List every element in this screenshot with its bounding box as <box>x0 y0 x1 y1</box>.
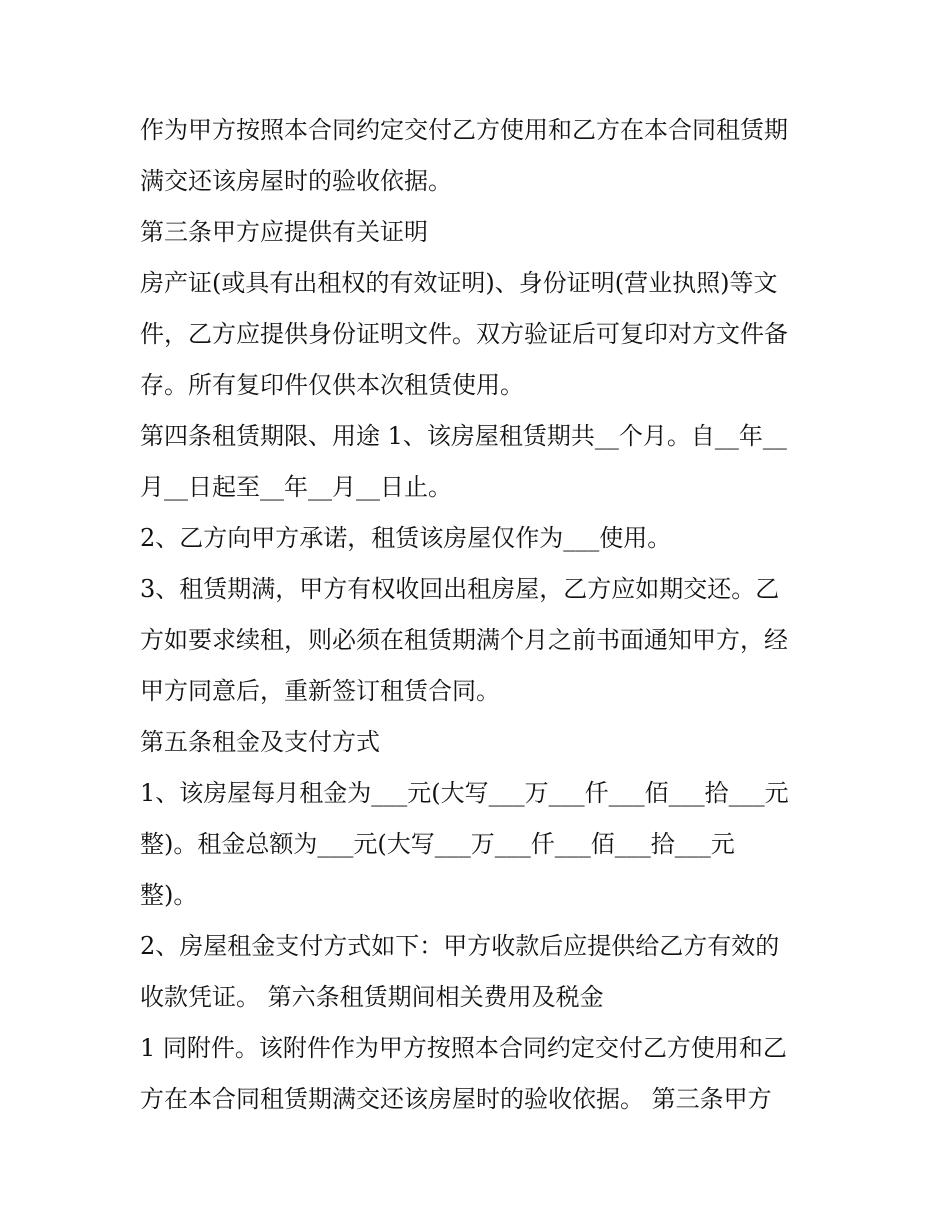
text-line: 作为甲方按照本合同约定交付乙方使用和乙方在本合同租赁期 <box>140 116 788 144</box>
text-line: 收款凭证。 第六条租赁期间相关费用及税金 <box>140 983 604 1011</box>
text-line: 1、该房屋每月租金为___元(大写___万___仟___佰___拾___元 <box>140 779 789 807</box>
text-line: 第四条租赁期限、用途 1、该房屋租赁期共__个月。自__年__ <box>140 422 787 450</box>
text-line: 1 同附件。该附件作为甲方按照本合同约定交付乙方使用和乙 <box>140 1034 787 1062</box>
text-line: 甲方同意后，重新签订租赁合同。 <box>140 677 500 705</box>
text-line: 整)。 <box>140 881 198 909</box>
text-line: 房产证(或具有出租权的有效证明)、身份证明(营业执照)等文 <box>140 269 778 297</box>
text-line: 满交还该房屋时的验收依据。 <box>140 167 452 195</box>
text-line: 件，乙方应提供身份证明文件。双方验证后可复印对方文件备 <box>140 320 788 348</box>
text-line: 存。所有复印件仅供本次租赁使用。 <box>140 371 524 399</box>
text-line: 整)。租金总额为___元(大写___万___仟___佰___拾___元 <box>140 830 735 858</box>
text-line: 方如要求续租，则必须在租赁期满个月之前书面通知甲方，经 <box>140 626 788 654</box>
document-body <box>140 105 812 1125</box>
text-line: 3、租赁期满，甲方有权收回出租房屋，乙方应如期交还。乙 <box>140 575 780 603</box>
text-line: 月__日起至__年__月__日止。 <box>140 473 452 501</box>
text-line: 方在本合同租赁期满交还该房屋时的验收依据。 第三条甲方 <box>140 1085 772 1113</box>
section-heading: 第五条租金及支付方式 <box>140 728 380 756</box>
text-line: 2、乙方向甲方承诺，租赁该房屋仅作为___使用。 <box>140 524 672 552</box>
text-line: 2、房屋租金支付方式如下：甲方收款后应提供给乙方有效的 <box>140 932 780 960</box>
section-heading: 第三条甲方应提供有关证明 <box>140 218 428 246</box>
